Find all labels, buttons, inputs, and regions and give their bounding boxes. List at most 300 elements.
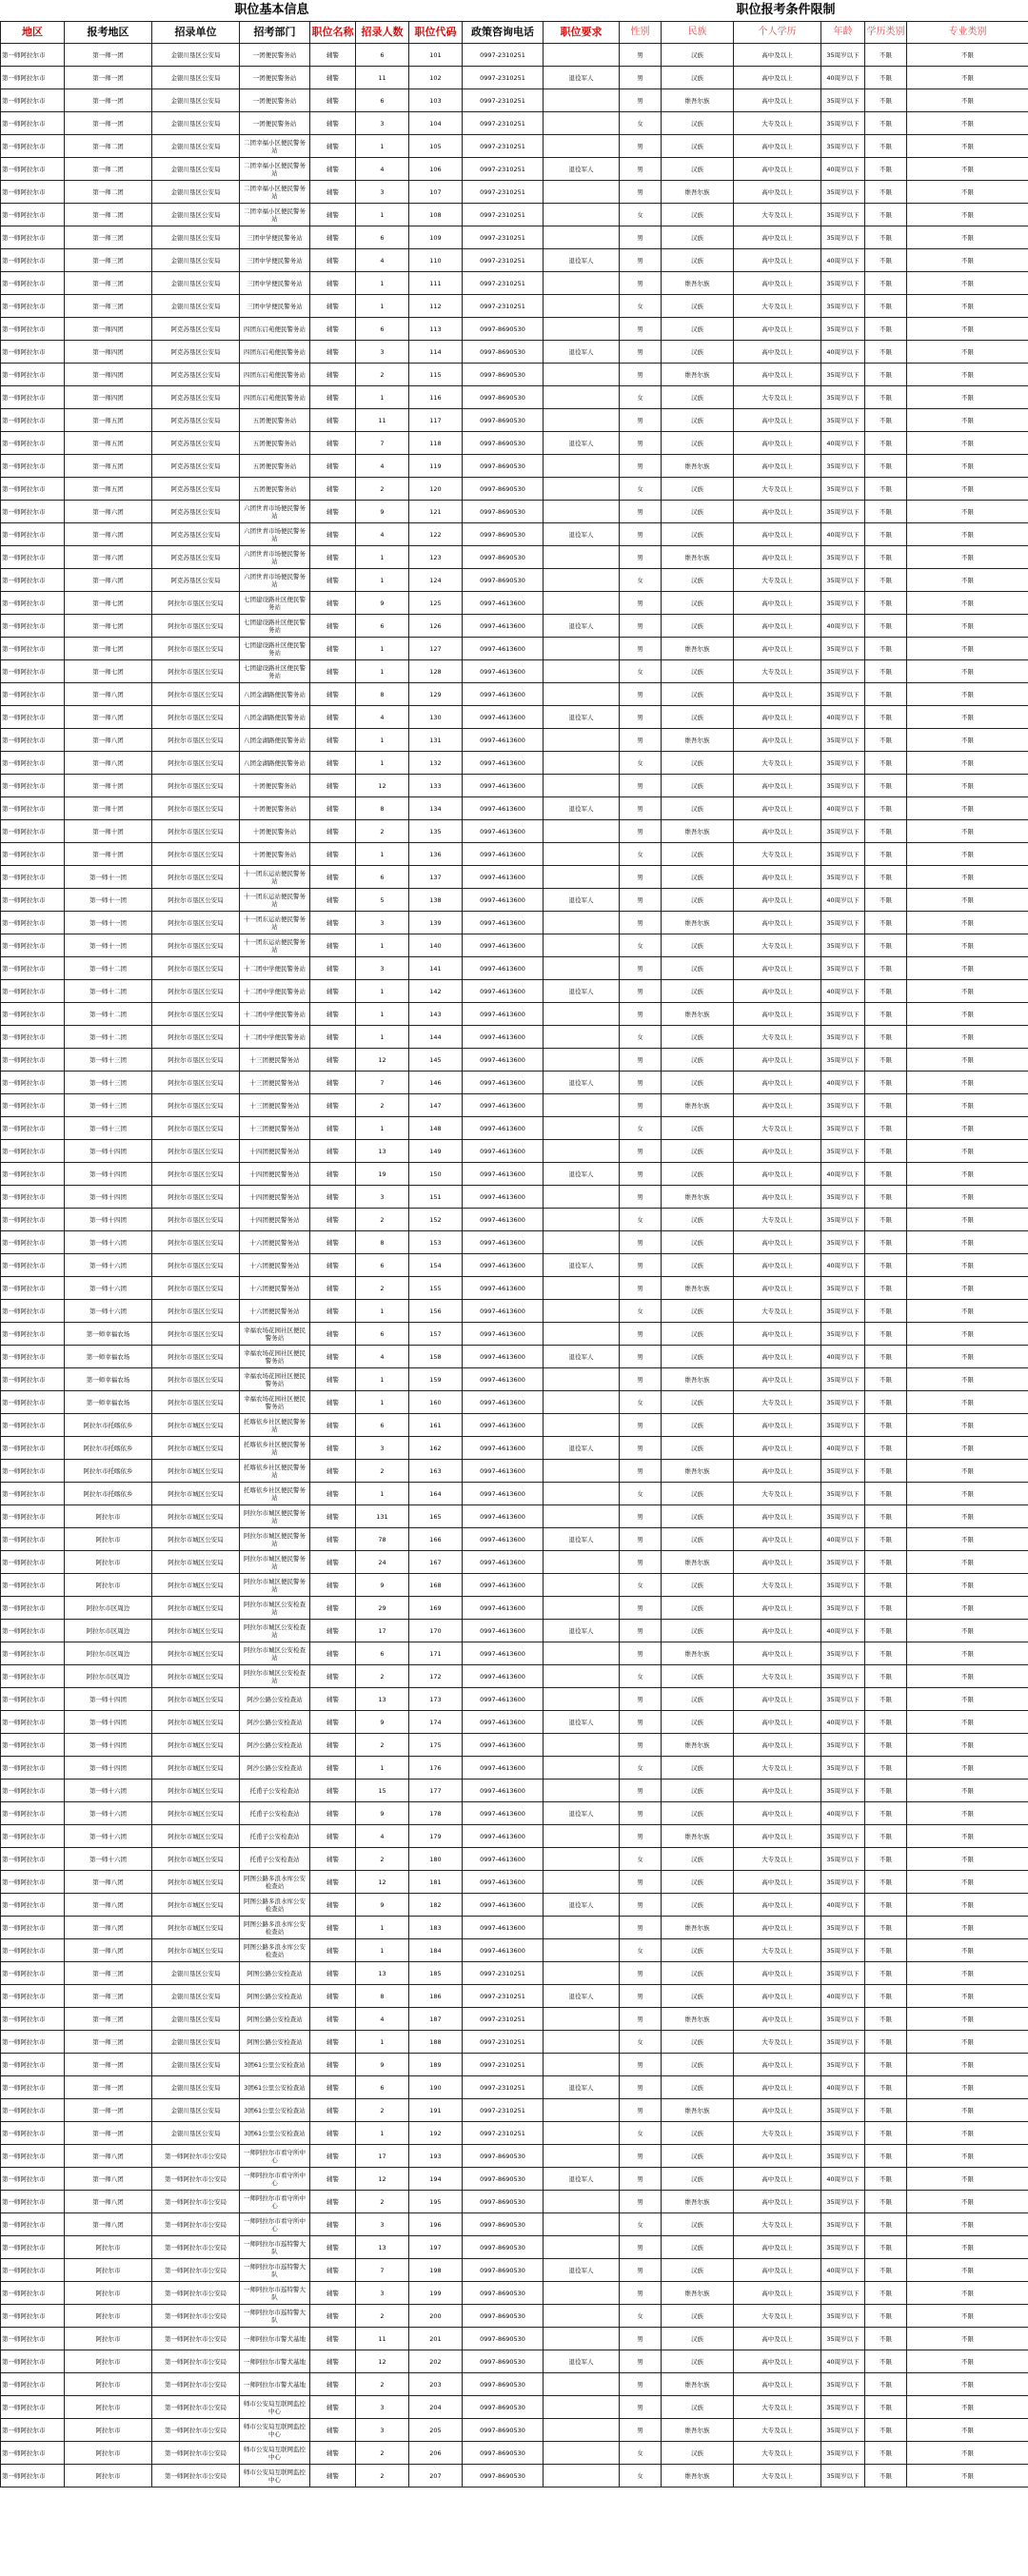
- cell-exam-region: 第一师一团: [65, 2076, 152, 2099]
- cell-edu-type: 不限: [865, 1734, 907, 1757]
- cell-phone: 0997-8690530: [463, 409, 544, 432]
- cell-ethnicity: 维吾尔族: [662, 2008, 734, 2031]
- cell-dept: 一师阿拉尔市警犬基地: [240, 2350, 310, 2373]
- cell-unit: 阿拉尔市城区公安局: [152, 1642, 240, 1665]
- cell-unit: 阿拉尔市垦区公安局: [152, 1209, 240, 1231]
- cell-exam-region: 第一师五团: [65, 455, 152, 478]
- cell-dept: 阿图公路公安检查站: [240, 1962, 310, 1985]
- cell-requirement: 退役军人: [544, 1072, 620, 1094]
- cell-code: 192: [409, 2122, 463, 2145]
- cell-code: 152: [409, 1209, 463, 1231]
- cell-unit: 阿拉尔市垦区公安局: [152, 866, 240, 889]
- cell-position: 辅警: [310, 1939, 356, 1962]
- cell-dept: 师市公安局互联网监控中心: [240, 2442, 310, 2465]
- cell-phone: 0997-4613600: [463, 1711, 544, 1734]
- cell-position: 辅警: [310, 1414, 356, 1437]
- cell-count: 6: [356, 615, 409, 638]
- cell-region: 第一师阿拉尔市: [1, 1140, 65, 1163]
- table-row: [1, 797, 1028, 820]
- table-row: [1, 1871, 1028, 1894]
- cell-age: 35周岁以下: [821, 1231, 865, 1254]
- cell-ethnicity: 汉族: [662, 569, 734, 592]
- cell-major: 不限: [907, 615, 1028, 638]
- cell-gender: 女: [620, 478, 662, 501]
- cell-count: 2: [356, 1460, 409, 1483]
- cell-gender: 男: [620, 729, 662, 752]
- cell-region: 第一师阿拉尔市: [1, 1757, 65, 1780]
- cell-ethnicity: 汉族: [662, 797, 734, 820]
- cell-dept: 六团世青市场便民警务站: [240, 523, 310, 546]
- cell-count: 6: [356, 318, 409, 341]
- cell-gender: 女: [620, 660, 662, 683]
- cell-code: 103: [409, 89, 463, 112]
- cell-requirement: [544, 1186, 620, 1209]
- cell-requirement: [544, 44, 620, 67]
- cell-phone: 0997-8690530: [463, 2442, 544, 2465]
- cell-phone: 0997-4613600: [463, 1323, 544, 1346]
- cell-major: 不限: [907, 592, 1028, 615]
- table-row: [1, 1209, 1028, 1231]
- cell-phone: 0997-4613600: [463, 592, 544, 615]
- cell-unit: 金银川垦区公安局: [152, 2099, 240, 2122]
- cell-major: 不限: [907, 1003, 1028, 1026]
- cell-code: 185: [409, 1962, 463, 1985]
- cell-position: 辅警: [310, 2122, 356, 2145]
- cell-region: 第一师阿拉尔市: [1, 1780, 65, 1802]
- table-row: [1, 1049, 1028, 1072]
- cell-dept: 幸福农场花园社区便民警务站: [240, 1323, 310, 1346]
- cell-unit: 阿拉尔市城区公安局: [152, 1871, 240, 1894]
- cell-region: 第一师阿拉尔市: [1, 226, 65, 249]
- cell-code: 167: [409, 1551, 463, 1574]
- cell-age: 40周岁以下: [821, 706, 865, 729]
- cell-phone: 0997-8690530: [463, 341, 544, 364]
- cell-gender: 女: [620, 1391, 662, 1414]
- cell-phone: 0997-4613600: [463, 1848, 544, 1871]
- cell-education: 高中及以上: [734, 957, 821, 980]
- table-row: [1, 1072, 1028, 1094]
- table-row: [1, 2350, 1028, 2373]
- cell-exam-region: 第一师十二团: [65, 957, 152, 980]
- cell-age: 35周岁以下: [821, 204, 865, 226]
- table-row: [1, 2031, 1028, 2054]
- cell-major: 不限: [907, 2396, 1028, 2419]
- cell-requirement: [544, 2145, 620, 2168]
- cell-phone: 0997-4613600: [463, 1254, 544, 1277]
- cell-dept: 一师阿拉尔市看守所中心: [240, 2191, 310, 2213]
- cell-requirement: 退役军人: [544, 1163, 620, 1186]
- cell-age: 35周岁以下: [821, 2419, 865, 2442]
- cell-gender: 男: [620, 501, 662, 523]
- cell-ethnicity: 汉族: [662, 1391, 734, 1414]
- cell-phone: 0997-4613600: [463, 1620, 544, 1642]
- cell-region: 第一师阿拉尔市: [1, 1734, 65, 1757]
- cell-edu-type: 不限: [865, 592, 907, 615]
- cell-position: 辅警: [310, 1848, 356, 1871]
- table-row: [1, 1962, 1028, 1985]
- cell-phone: 0997-8690530: [463, 2282, 544, 2305]
- cell-age: 35周岁以下: [821, 569, 865, 592]
- cell-education: 高中及以上: [734, 1049, 821, 1072]
- cell-code: 176: [409, 1757, 463, 1780]
- cell-major: 不限: [907, 706, 1028, 729]
- cell-major: 不限: [907, 660, 1028, 683]
- cell-unit: 阿拉尔市城区公安局: [152, 1620, 240, 1642]
- cell-exam-region: 阿拉尔市区周边: [65, 1620, 152, 1642]
- table-row: [1, 2305, 1028, 2328]
- cell-gender: 男: [620, 341, 662, 364]
- cell-gender: 男: [620, 2236, 662, 2259]
- cell-dept: 十三团便民警务站: [240, 1072, 310, 1094]
- cell-major: 不限: [907, 181, 1028, 204]
- cell-region: 第一师阿拉尔市: [1, 843, 65, 866]
- cell-exam-region: 第一师八团: [65, 752, 152, 775]
- cell-region: 第一师阿拉尔市: [1, 2168, 65, 2191]
- cell-exam-region: 阿拉尔市托喀依乡: [65, 1483, 152, 1505]
- cell-requirement: [544, 843, 620, 866]
- cell-position: 辅警: [310, 455, 356, 478]
- cell-dept: 阿沙公路公安检查站: [240, 1734, 310, 1757]
- cell-age: 40周岁以下: [821, 1346, 865, 1368]
- cell-dept: 十一团东运站便民警务站: [240, 889, 310, 912]
- cell-count: 1: [356, 569, 409, 592]
- table-row: [1, 249, 1028, 272]
- cell-code: 207: [409, 2465, 463, 2488]
- cell-education: 高中及以上: [734, 1597, 821, 1620]
- cell-age: 35周岁以下: [821, 957, 865, 980]
- cell-ethnicity: 维吾尔族: [662, 2373, 734, 2396]
- cell-unit: 阿拉尔市垦区公安局: [152, 775, 240, 797]
- cell-requirement: [544, 2465, 620, 2488]
- cell-ethnicity: 汉族: [662, 1620, 734, 1642]
- cell-major: 不限: [907, 2122, 1028, 2145]
- cell-edu-type: 不限: [865, 957, 907, 980]
- section-header-row: [1, 0, 1028, 22]
- cell-count: 2: [356, 1665, 409, 1688]
- table-row: [1, 2419, 1028, 2442]
- cell-exam-region: 阿拉尔市托喀依乡: [65, 1437, 152, 1460]
- cell-requirement: [544, 2054, 620, 2076]
- cell-ethnicity: 维吾尔族: [662, 1368, 734, 1391]
- table-row: [1, 889, 1028, 912]
- col-header-count: 招录人数: [356, 22, 409, 44]
- cell-ethnicity: 汉族: [662, 1757, 734, 1780]
- cell-exam-region: 第一师四团: [65, 341, 152, 364]
- cell-gender: 男: [620, 1597, 662, 1620]
- cell-dept: 十一团东运站便民警务站: [240, 866, 310, 889]
- cell-count: 17: [356, 1620, 409, 1642]
- cell-age: 35周岁以下: [821, 2054, 865, 2076]
- cell-edu-type: 不限: [865, 2054, 907, 2076]
- cell-unit: 阿拉尔市垦区公安局: [152, 706, 240, 729]
- cell-unit: 阿拉尔市垦区公安局: [152, 752, 240, 775]
- cell-ethnicity: 汉族: [662, 1962, 734, 1985]
- cell-education: 大专及以上: [734, 1665, 821, 1688]
- cell-age: 35周岁以下: [821, 2442, 865, 2465]
- cell-edu-type: 不限: [865, 1711, 907, 1734]
- cell-code: 101: [409, 44, 463, 67]
- cell-ethnicity: 汉族: [662, 683, 734, 706]
- cell-age: 40周岁以下: [821, 1437, 865, 1460]
- cell-age: 35周岁以下: [821, 1209, 865, 1231]
- table-row: [1, 843, 1028, 866]
- cell-ethnicity: 汉族: [662, 1505, 734, 1528]
- cell-position: 辅警: [310, 1780, 356, 1802]
- cell-education: 大专及以上: [734, 1026, 821, 1049]
- cell-unit: 阿克苏垦区公安局: [152, 341, 240, 364]
- cell-exam-region: 第一师六团: [65, 523, 152, 546]
- cell-code: 169: [409, 1597, 463, 1620]
- cell-major: 不限: [907, 89, 1028, 112]
- cell-dept: 三团中学便民警务站: [240, 249, 310, 272]
- cell-dept: 托喀依乡社区便民警务站: [240, 1460, 310, 1483]
- cell-exam-region: 第一师三团: [65, 2031, 152, 2054]
- cell-requirement: 退役军人: [544, 706, 620, 729]
- cell-unit: 阿拉尔市城区公安局: [152, 1505, 240, 1528]
- cell-ethnicity: 汉族: [662, 1346, 734, 1368]
- cell-requirement: [544, 2122, 620, 2145]
- cell-unit: 第一师阿拉尔市公安局: [152, 2191, 240, 2213]
- cell-code: 112: [409, 295, 463, 318]
- cell-ethnicity: 维吾尔族: [662, 1825, 734, 1848]
- cell-count: 2: [356, 2442, 409, 2465]
- cell-code: 206: [409, 2442, 463, 2465]
- cell-position: 辅警: [310, 1368, 356, 1391]
- cell-ethnicity: 维吾尔族: [662, 2191, 734, 2213]
- cell-phone: 0997-4613600: [463, 1368, 544, 1391]
- table-row: [1, 318, 1028, 341]
- cell-exam-region: 第一师十一团: [65, 912, 152, 934]
- cell-ethnicity: 汉族: [662, 1049, 734, 1072]
- cell-count: 4: [356, 455, 409, 478]
- cell-age: 35周岁以下: [821, 318, 865, 341]
- cell-unit: 阿拉尔市城区公安局: [152, 1917, 240, 1939]
- cell-region: 第一师阿拉尔市: [1, 1209, 65, 1231]
- cell-edu-type: 不限: [865, 1642, 907, 1665]
- cell-region: 第一师阿拉尔市: [1, 752, 65, 775]
- cell-edu-type: 不限: [865, 226, 907, 249]
- cell-edu-type: 不限: [865, 546, 907, 569]
- cell-count: 3: [356, 341, 409, 364]
- cell-education: 高中及以上: [734, 1734, 821, 1757]
- cell-gender: 女: [620, 2122, 662, 2145]
- cell-dept: 阿图公路多浪水库公安检查站: [240, 1894, 310, 1917]
- cell-edu-type: 不限: [865, 2145, 907, 2168]
- cell-ethnicity: 维吾尔族: [662, 2419, 734, 2442]
- cell-age: 35周岁以下: [821, 272, 865, 295]
- cell-count: 3: [356, 112, 409, 135]
- cell-dept: 一师阿拉尔市巡特警大队: [240, 2305, 310, 2328]
- cell-age: 35周岁以下: [821, 1140, 865, 1163]
- cell-region: 第一师阿拉尔市: [1, 1391, 65, 1414]
- table-row: [1, 2008, 1028, 2031]
- table-row: [1, 432, 1028, 455]
- cell-dept: 二团幸福小区便民警务站: [240, 158, 310, 181]
- table-row: [1, 775, 1028, 797]
- cell-education: 高中及以上: [734, 1505, 821, 1528]
- cell-region: 第一师阿拉尔市: [1, 44, 65, 67]
- cell-age: 35周岁以下: [821, 2008, 865, 2031]
- cell-age: 35周岁以下: [821, 1117, 865, 1140]
- cell-dept: 3团61公里公安检查站: [240, 2099, 310, 2122]
- cell-major: 不限: [907, 2099, 1028, 2122]
- cell-code: 149: [409, 1140, 463, 1163]
- cell-region: 第一师阿拉尔市: [1, 706, 65, 729]
- table-row: [1, 1346, 1028, 1368]
- cell-gender: 男: [620, 912, 662, 934]
- cell-ethnicity: 维吾尔族: [662, 1460, 734, 1483]
- cell-education: 高中及以上: [734, 455, 821, 478]
- cell-unit: 第一师阿拉尔市公安局: [152, 2259, 240, 2282]
- cell-exam-region: 第一师六团: [65, 569, 152, 592]
- cell-education: 高中及以上: [734, 1437, 821, 1460]
- cell-major: 不限: [907, 44, 1028, 67]
- cell-education: 大专及以上: [734, 1117, 821, 1140]
- cell-unit: 阿克苏垦区公安局: [152, 569, 240, 592]
- cell-exam-region: 第一师二团: [65, 135, 152, 158]
- cell-education: 高中及以上: [734, 318, 821, 341]
- table-row: [1, 957, 1028, 980]
- cell-phone: 0997-8690530: [463, 455, 544, 478]
- cell-exam-region: 阿拉尔市区周边: [65, 1665, 152, 1688]
- cell-phone: 0997-4613600: [463, 1665, 544, 1688]
- table-row: [1, 2168, 1028, 2191]
- cell-edu-type: 不限: [865, 432, 907, 455]
- cell-gender: 男: [620, 1163, 662, 1186]
- cell-edu-type: 不限: [865, 1985, 907, 2008]
- cell-count: 12: [356, 1049, 409, 1072]
- cell-dept: 一团便民警务站: [240, 89, 310, 112]
- cell-major: 不限: [907, 797, 1028, 820]
- cell-unit: 阿拉尔市垦区公安局: [152, 1346, 240, 1368]
- cell-dept: 十团便民警务站: [240, 843, 310, 866]
- cell-position: 辅警: [310, 1140, 356, 1163]
- cell-unit: 第一师阿拉尔市公安局: [152, 2168, 240, 2191]
- cell-age: 40周岁以下: [821, 1711, 865, 1734]
- cell-edu-type: 不限: [865, 135, 907, 158]
- cell-education: 高中及以上: [734, 1528, 821, 1551]
- cell-requirement: [544, 2373, 620, 2396]
- cell-gender: 男: [620, 67, 662, 89]
- cell-education: 高中及以上: [734, 1414, 821, 1437]
- cell-major: 不限: [907, 2442, 1028, 2465]
- cell-dept: 阿拉尔市城区便民警务站: [240, 1574, 310, 1597]
- cell-dept: 五团便民警务站: [240, 409, 310, 432]
- cell-edu-type: 不限: [865, 2350, 907, 2373]
- cell-count: 6: [356, 1254, 409, 1277]
- cell-region: 第一师阿拉尔市: [1, 2282, 65, 2305]
- cell-unit: 阿拉尔市垦区公安局: [152, 660, 240, 683]
- cell-unit: 阿拉尔市城区公安局: [152, 1894, 240, 1917]
- cell-phone: 0997-4613600: [463, 1414, 544, 1437]
- cell-dept: 阿沙公路公安检查站: [240, 1711, 310, 1734]
- cell-age: 40周岁以下: [821, 2168, 865, 2191]
- cell-gender: 男: [620, 1003, 662, 1026]
- cell-region: 第一师阿拉尔市: [1, 1346, 65, 1368]
- cell-requirement: [544, 318, 620, 341]
- table-row: [1, 341, 1028, 364]
- cell-edu-type: 不限: [865, 1026, 907, 1049]
- cell-gender: 男: [620, 1528, 662, 1551]
- cell-dept: 八团金湖路便民警务站: [240, 683, 310, 706]
- cell-exam-region: 第一师八团: [65, 729, 152, 752]
- cell-code: 164: [409, 1483, 463, 1505]
- cell-code: 118: [409, 432, 463, 455]
- cell-requirement: [544, 1003, 620, 1026]
- cell-code: 155: [409, 1277, 463, 1300]
- col-header-dept: 招考部门: [240, 22, 310, 44]
- cell-exam-region: 阿拉尔市: [65, 1551, 152, 1574]
- cell-requirement: [544, 1757, 620, 1780]
- cell-major: 不限: [907, 523, 1028, 546]
- cell-region: 第一师阿拉尔市: [1, 2328, 65, 2350]
- cell-edu-type: 不限: [865, 1414, 907, 1437]
- cell-edu-type: 不限: [865, 752, 907, 775]
- cell-ethnicity: 汉族: [662, 135, 734, 158]
- cell-phone: 0997-4613600: [463, 729, 544, 752]
- cell-gender: 女: [620, 2213, 662, 2236]
- cell-gender: 女: [620, 1574, 662, 1597]
- cell-age: 35周岁以下: [821, 1871, 865, 1894]
- cell-education: 高中及以上: [734, 1094, 821, 1117]
- cell-gender: 男: [620, 1094, 662, 1117]
- cell-gender: 男: [620, 2282, 662, 2305]
- cell-code: 205: [409, 2419, 463, 2442]
- cell-dept: 阿拉尔市城区公安检查站: [240, 1665, 310, 1688]
- cell-phone: 0997-8690530: [463, 2305, 544, 2328]
- cell-exam-region: 第一师十三团: [65, 1094, 152, 1117]
- cell-education: 高中及以上: [734, 2008, 821, 2031]
- cell-position: 辅警: [310, 1711, 356, 1734]
- cell-major: 不限: [907, 2191, 1028, 2213]
- cell-gender: 男: [620, 866, 662, 889]
- cell-dept: 十四团便民警务站: [240, 1163, 310, 1186]
- table-row: [1, 501, 1028, 523]
- cell-major: 不限: [907, 934, 1028, 957]
- cell-region: 第一师阿拉尔市: [1, 2236, 65, 2259]
- cell-unit: 金银川垦区公安局: [152, 204, 240, 226]
- cell-ethnicity: 维吾尔族: [662, 1642, 734, 1665]
- cell-major: 不限: [907, 432, 1028, 455]
- cell-education: 高中及以上: [734, 1346, 821, 1368]
- cell-edu-type: 不限: [865, 1368, 907, 1391]
- cell-ethnicity: 汉族: [662, 592, 734, 615]
- cell-count: 9: [356, 2054, 409, 2076]
- cell-gender: 男: [620, 820, 662, 843]
- cell-gender: 女: [620, 1757, 662, 1780]
- cell-position: 辅警: [310, 729, 356, 752]
- cell-dept: 四团东启苑便民警务站: [240, 341, 310, 364]
- cell-age: 35周岁以下: [821, 1757, 865, 1780]
- cell-gender: 男: [620, 2054, 662, 2076]
- cell-education: 大专及以上: [734, 1939, 821, 1962]
- cell-education: 高中及以上: [734, 2328, 821, 2350]
- cell-region: 第一师阿拉尔市: [1, 364, 65, 386]
- cell-ethnicity: 汉族: [662, 752, 734, 775]
- cell-age: 35周岁以下: [821, 1483, 865, 1505]
- cell-age: 35周岁以下: [821, 866, 865, 889]
- cell-requirement: [544, 2419, 620, 2442]
- cell-region: 第一师阿拉尔市: [1, 934, 65, 957]
- cell-major: 不限: [907, 2054, 1028, 2076]
- cell-ethnicity: 汉族: [662, 2076, 734, 2099]
- cell-position: 辅警: [310, 638, 356, 660]
- cell-ethnicity: 维吾尔族: [662, 2099, 734, 2122]
- cell-edu-type: 不限: [865, 1574, 907, 1597]
- cell-unit: 阿拉尔市城区公安局: [152, 1825, 240, 1848]
- cell-region: 第一师阿拉尔市: [1, 112, 65, 135]
- cell-edu-type: 不限: [865, 1871, 907, 1894]
